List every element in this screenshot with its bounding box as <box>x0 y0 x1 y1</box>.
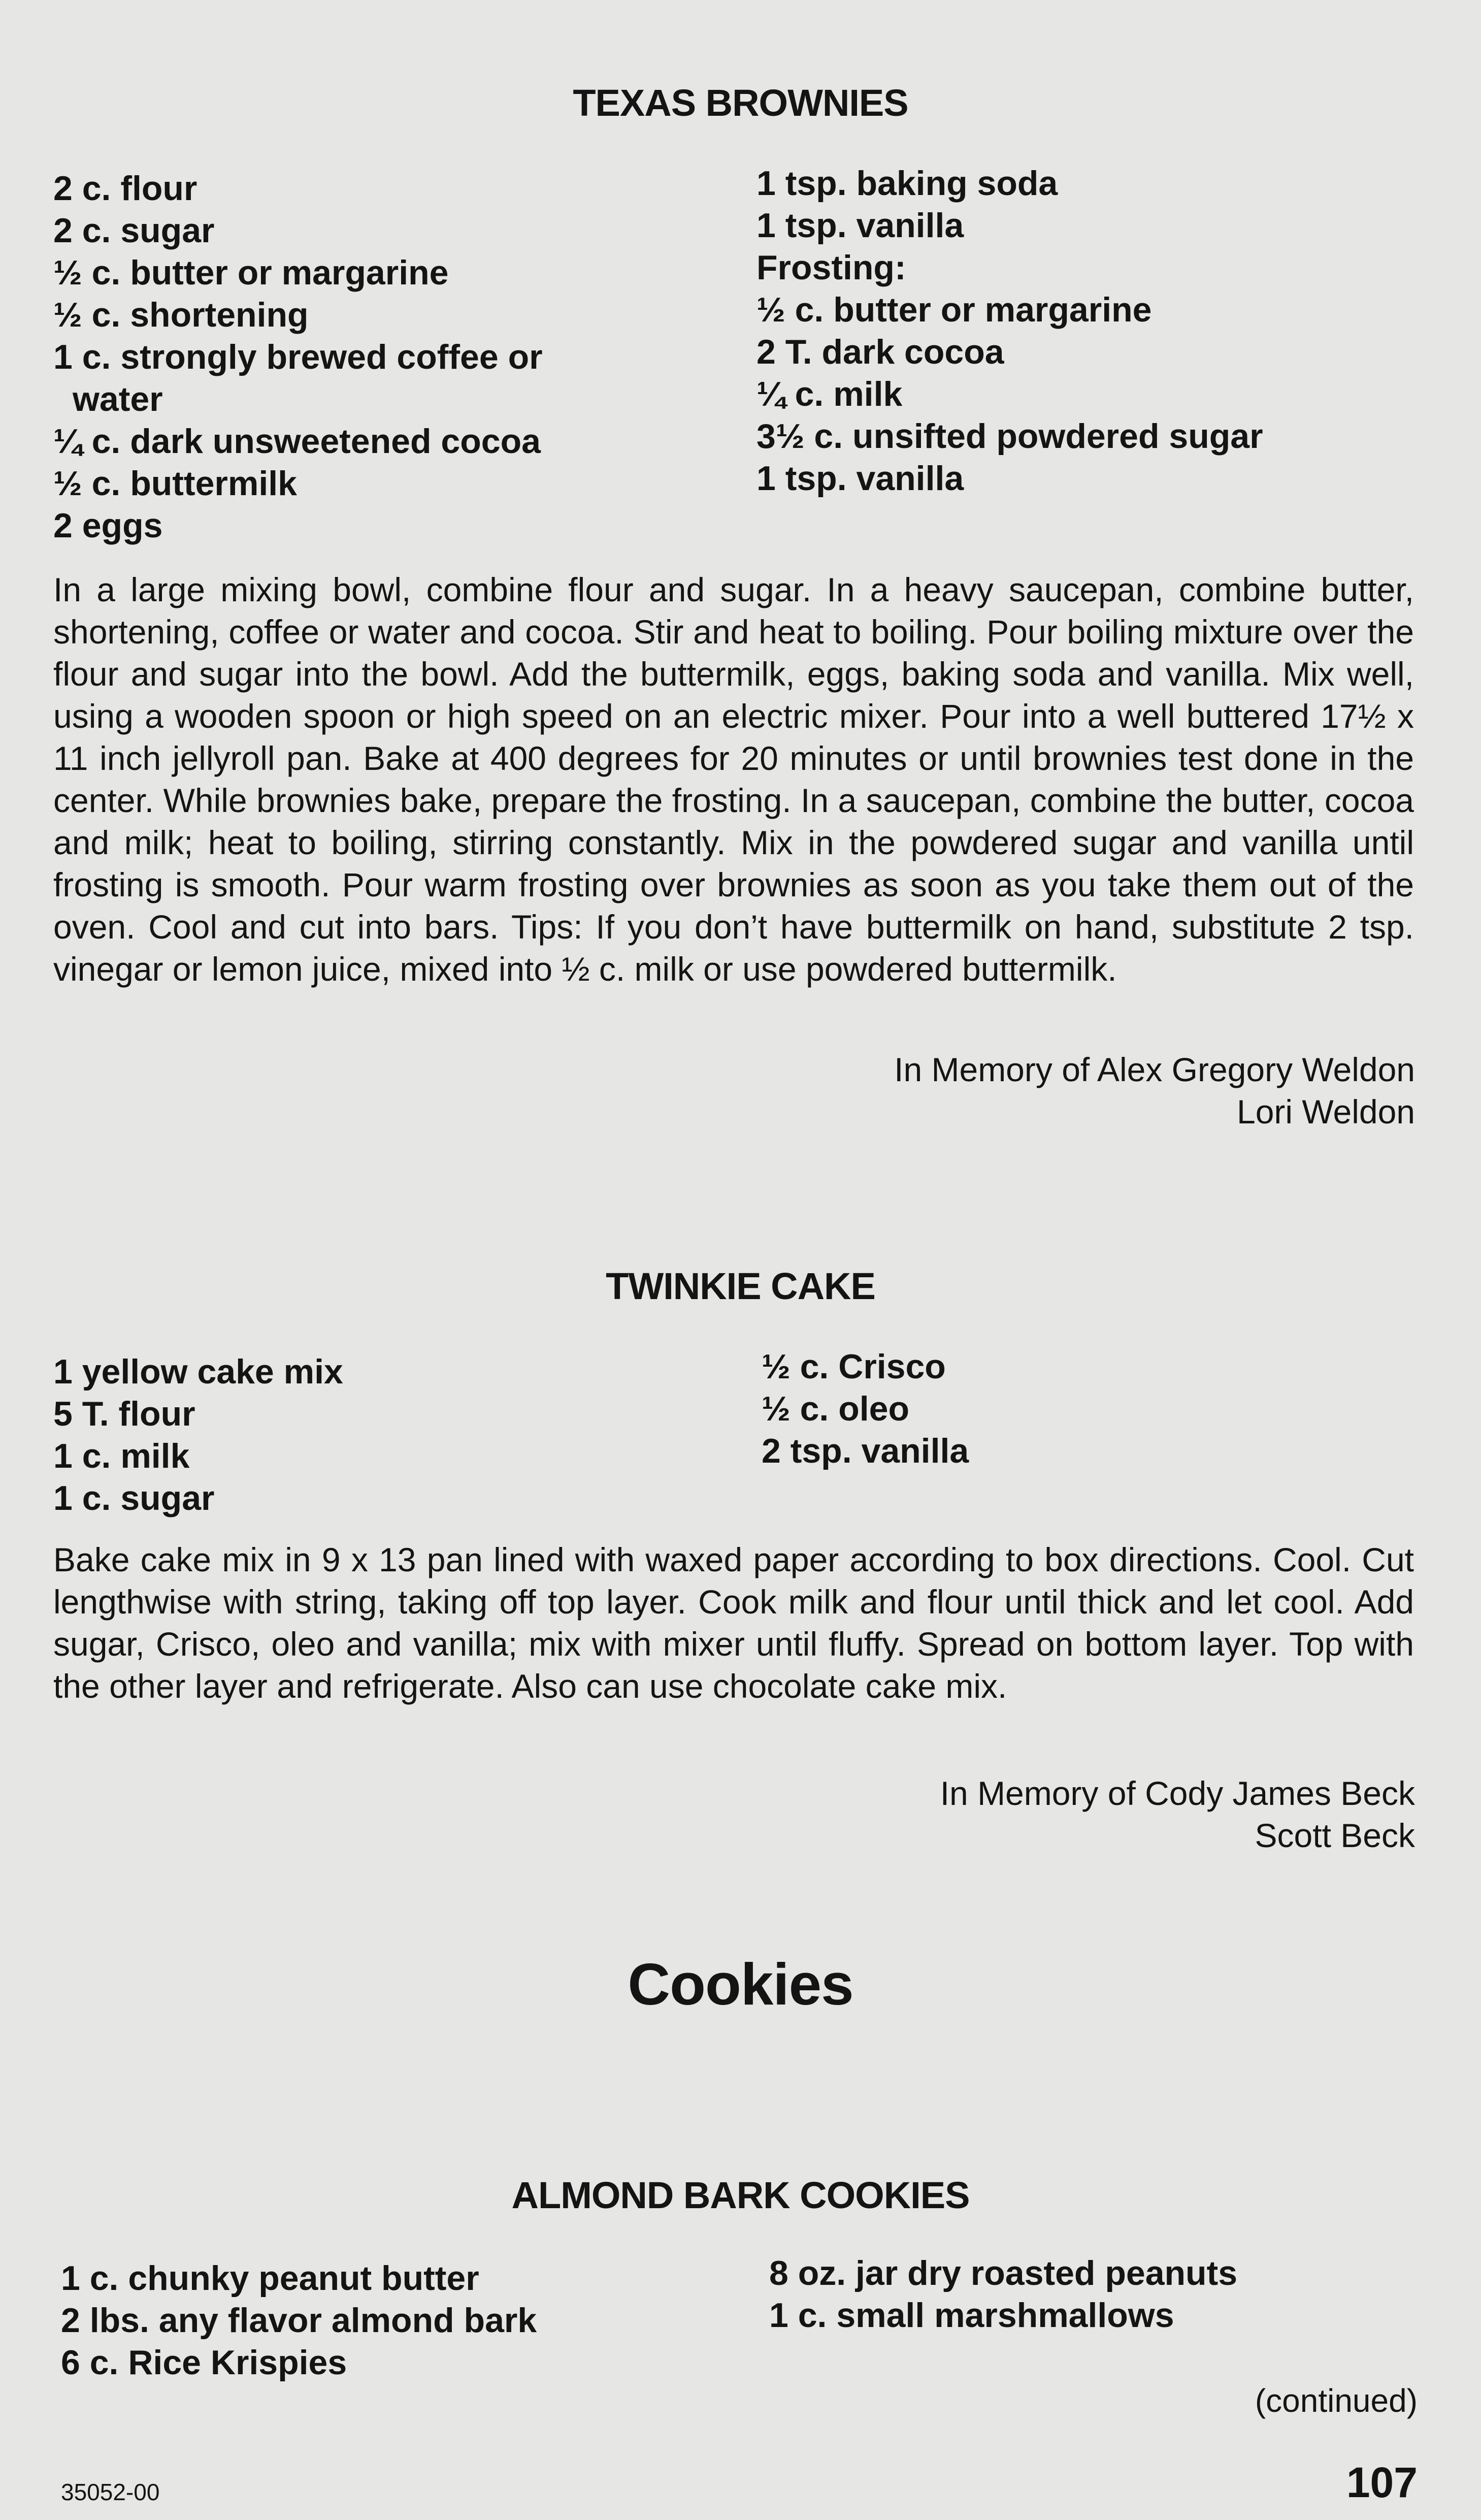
ingredient: 6 c. Rice Krispies <box>61 2343 347 2382</box>
recipe-title-texas-brownies: TEXAS BROWNIES <box>573 82 908 124</box>
ingredient: 1 tsp. vanilla <box>756 206 964 245</box>
ingredient: 1 tsp. baking soda <box>756 164 1058 203</box>
ingredient: 1 c. sugar <box>53 1479 215 1517</box>
twinkie-ingredients-left <box>53 1351 343 1520</box>
ingredient: ¼ c. milk <box>756 375 903 413</box>
twinkie-ingredients-right <box>762 1346 969 1472</box>
ingredient: 2 c. sugar <box>53 211 215 250</box>
ingredient: ½ c. butter or margarine <box>53 253 449 292</box>
recipe-title-almond-bark-cookies: ALMOND BARK COOKIES <box>511 2174 970 2216</box>
ingredient: ½ c. butter or margarine <box>756 290 1152 329</box>
ingredient: ½ c. shortening <box>53 296 309 334</box>
page-number: 107 <box>1346 2459 1418 2506</box>
ingredient: ½ c. buttermilk <box>53 464 297 503</box>
twinkie-dedication <box>940 1772 1415 1857</box>
ingredient: 1 c. milk <box>53 1437 190 1475</box>
texas-dedication <box>894 1049 1415 1133</box>
texas-ingredients-right <box>756 163 1263 500</box>
contributor-name: Scott Beck <box>1255 1817 1415 1854</box>
ingredient: 2 tsp. vanilla <box>762 1432 969 1470</box>
ingredient: 1 yellow cake mix <box>53 1352 343 1391</box>
texas-ingredients-left <box>53 168 543 547</box>
almond-ingredients-left <box>61 2257 537 2384</box>
ingredient: 1 c. strongly brewed coffee or <box>53 338 543 376</box>
frosting-label: Frosting: <box>756 248 906 287</box>
ingredient: 3½ c. unsifted powdered sugar <box>756 417 1263 456</box>
recipe-title-twinkie-cake: TWINKIE CAKE <box>606 1265 875 1307</box>
memorial-line: In Memory of Alex Gregory Weldon <box>894 1051 1415 1088</box>
ingredient: 2 T. dark cocoa <box>756 333 1004 371</box>
ingredient: 5 T. flour <box>53 1395 195 1433</box>
book-code: 35052-00 <box>61 2479 160 2505</box>
twinkie-instructions: Bake cake mix in 9 x 13 pan lined with waxed paper according to box directions. Cool. Cut lengthwise with string, taking off top layer. Cook milk and flour until thick and let cool. Add sugar, Crisco, oleo and vanilla; mix with mixer until fluffy. Spread on bottom layer. Top with the other layer and refrigerate. Also can use chocolate cake mix. <box>53 1541 1414 1705</box>
ingredient: ½ c. oleo <box>762 1390 909 1428</box>
ingredient: 1 c. small marshmallows <box>769 2296 1174 2335</box>
continued-note: (continued) <box>1255 2382 1418 2419</box>
contributor-name: Lori Weldon <box>1237 1093 1415 1130</box>
ingredient: 8 oz. jar dry roasted peanuts <box>769 2254 1238 2292</box>
ingredient: ½ c. Crisco <box>762 1347 946 1386</box>
memorial-line: In Memory of Cody James Beck <box>940 1774 1415 1812</box>
texas-instructions: In a large mixing bowl, combine flour and sugar. In a heavy saucepan, combine butter, shortening, coffee or water and cocoa. Stir and heat to boiling. Pour boiling mixture over the flour and sugar into the bowl. Add the buttermilk, eggs, baking soda and vanilla. Mix well, using a wooden spoon or high speed on an electric mixer. Pour into a well buttered 17½ x 11 inch jellyroll pan. Bake at 400 degrees for 20 minutes or until brownies test done in the center. While brownies bake, prepare the frosting. In a saucepan, combine the butter, cocoa and milk; heat to boiling, stirring constantly. Mix in the powdered sugar and vanilla until frosting is smooth. Pour warm frosting over brownies as soon as you take them out of the oven. Cool and cut into bars. Tips: If you don’t have buttermilk on hand, substitute 2 tsp. vinegar or lemon juice, mixed into ½ c. milk or use powdered buttermilk. <box>53 571 1414 988</box>
ingredient: ¼ c. dark unsweetened cocoa <box>53 422 541 461</box>
ingredient: 2 c. flour <box>53 169 198 208</box>
section-heading-cookies: Cookies <box>628 1951 853 2017</box>
ingredient: 1 c. chunky peanut butter <box>61 2259 479 2298</box>
ingredient: 1 tsp. vanilla <box>756 459 964 498</box>
ingredient-continuation: water <box>73 380 163 418</box>
ingredient: 2 eggs <box>53 506 163 545</box>
almond-ingredients-right <box>769 2252 1237 2337</box>
ingredient: 2 lbs. any flavor almond bark <box>61 2301 537 2340</box>
